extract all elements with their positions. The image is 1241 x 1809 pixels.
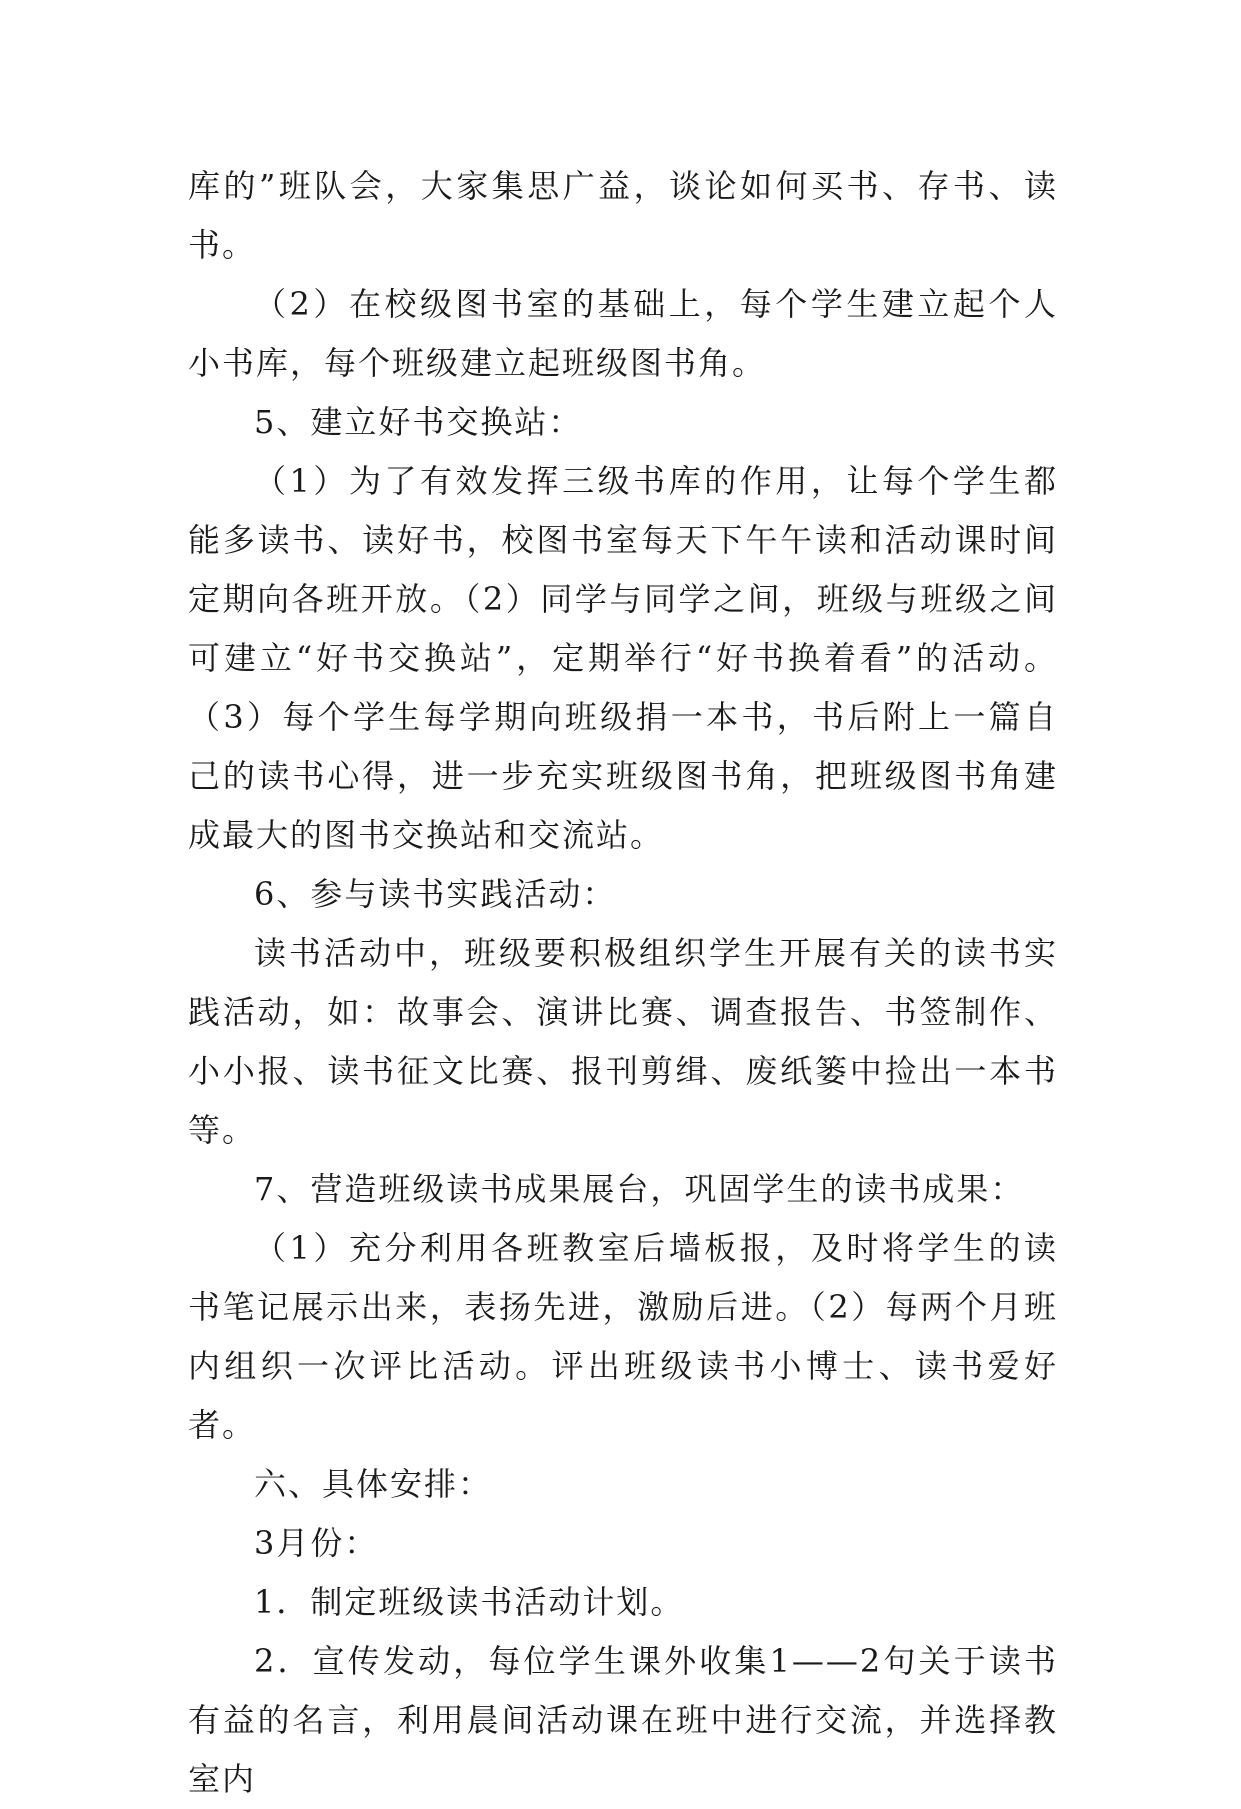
document-body	[188, 157, 1058, 1809]
section-heading: 5、建立好书交换站：	[254, 403, 583, 441]
paragraph: （2）在校级图书室的基础上，每个学生建立起个人小书库，每个班级建立起班级图书角。	[188, 285, 1058, 382]
paragraph: （1）为了有效发挥三级书库的作用，让每个学生都能多读书、读好书，校图书室每天下午午读和活动课时间定期向各班开放。（2）同学与同学之间，班级与班级之间可建立“好书交换站”，定期举行“好书换着看”的活动。（3）每个学生每学期向班级捐一本书，书后附上一篇自己的读书心得，进一步充实班级图书角，把班级图书角建成最大的图书交换站和交流站。	[188, 462, 1058, 854]
section-heading: 6、参与读书实践活动：	[254, 875, 617, 913]
paragraph: （1）充分利用各班教室后墙板报，及时将学生的读书笔记展示出来，表扬先进，激励后进。（2）每两个月班内组织一次评比活动。评出班级读书小博士、读书爱好者。	[188, 1229, 1058, 1444]
month-heading: 3月份：	[254, 1524, 379, 1562]
paragraph: 库的”班队会，大家集思广益，谈论如何买书、存书、读书。	[188, 167, 1058, 264]
list-item: 1．制定班级读书活动计划。	[254, 1583, 685, 1621]
section-heading: 7、营造班级读书成果展台，巩固学生的读书成果：	[254, 1170, 1025, 1208]
paragraph: 读书活动中，班级要积极组织学生开展有关的读书实践活动，如：故事会、演讲比赛、调查报告、书签制作、小小报、读书征文比赛、报刊剪缉、废纸篓中捡出一本书等。	[188, 934, 1058, 1149]
list-item: 2．宣传发动，每位学生课外收集1——2句关于读书有益的名言，利用晨间活动课在班中进行交流，并选择教室内	[188, 1642, 1058, 1798]
section-heading: 六、具体安排：	[254, 1465, 493, 1503]
